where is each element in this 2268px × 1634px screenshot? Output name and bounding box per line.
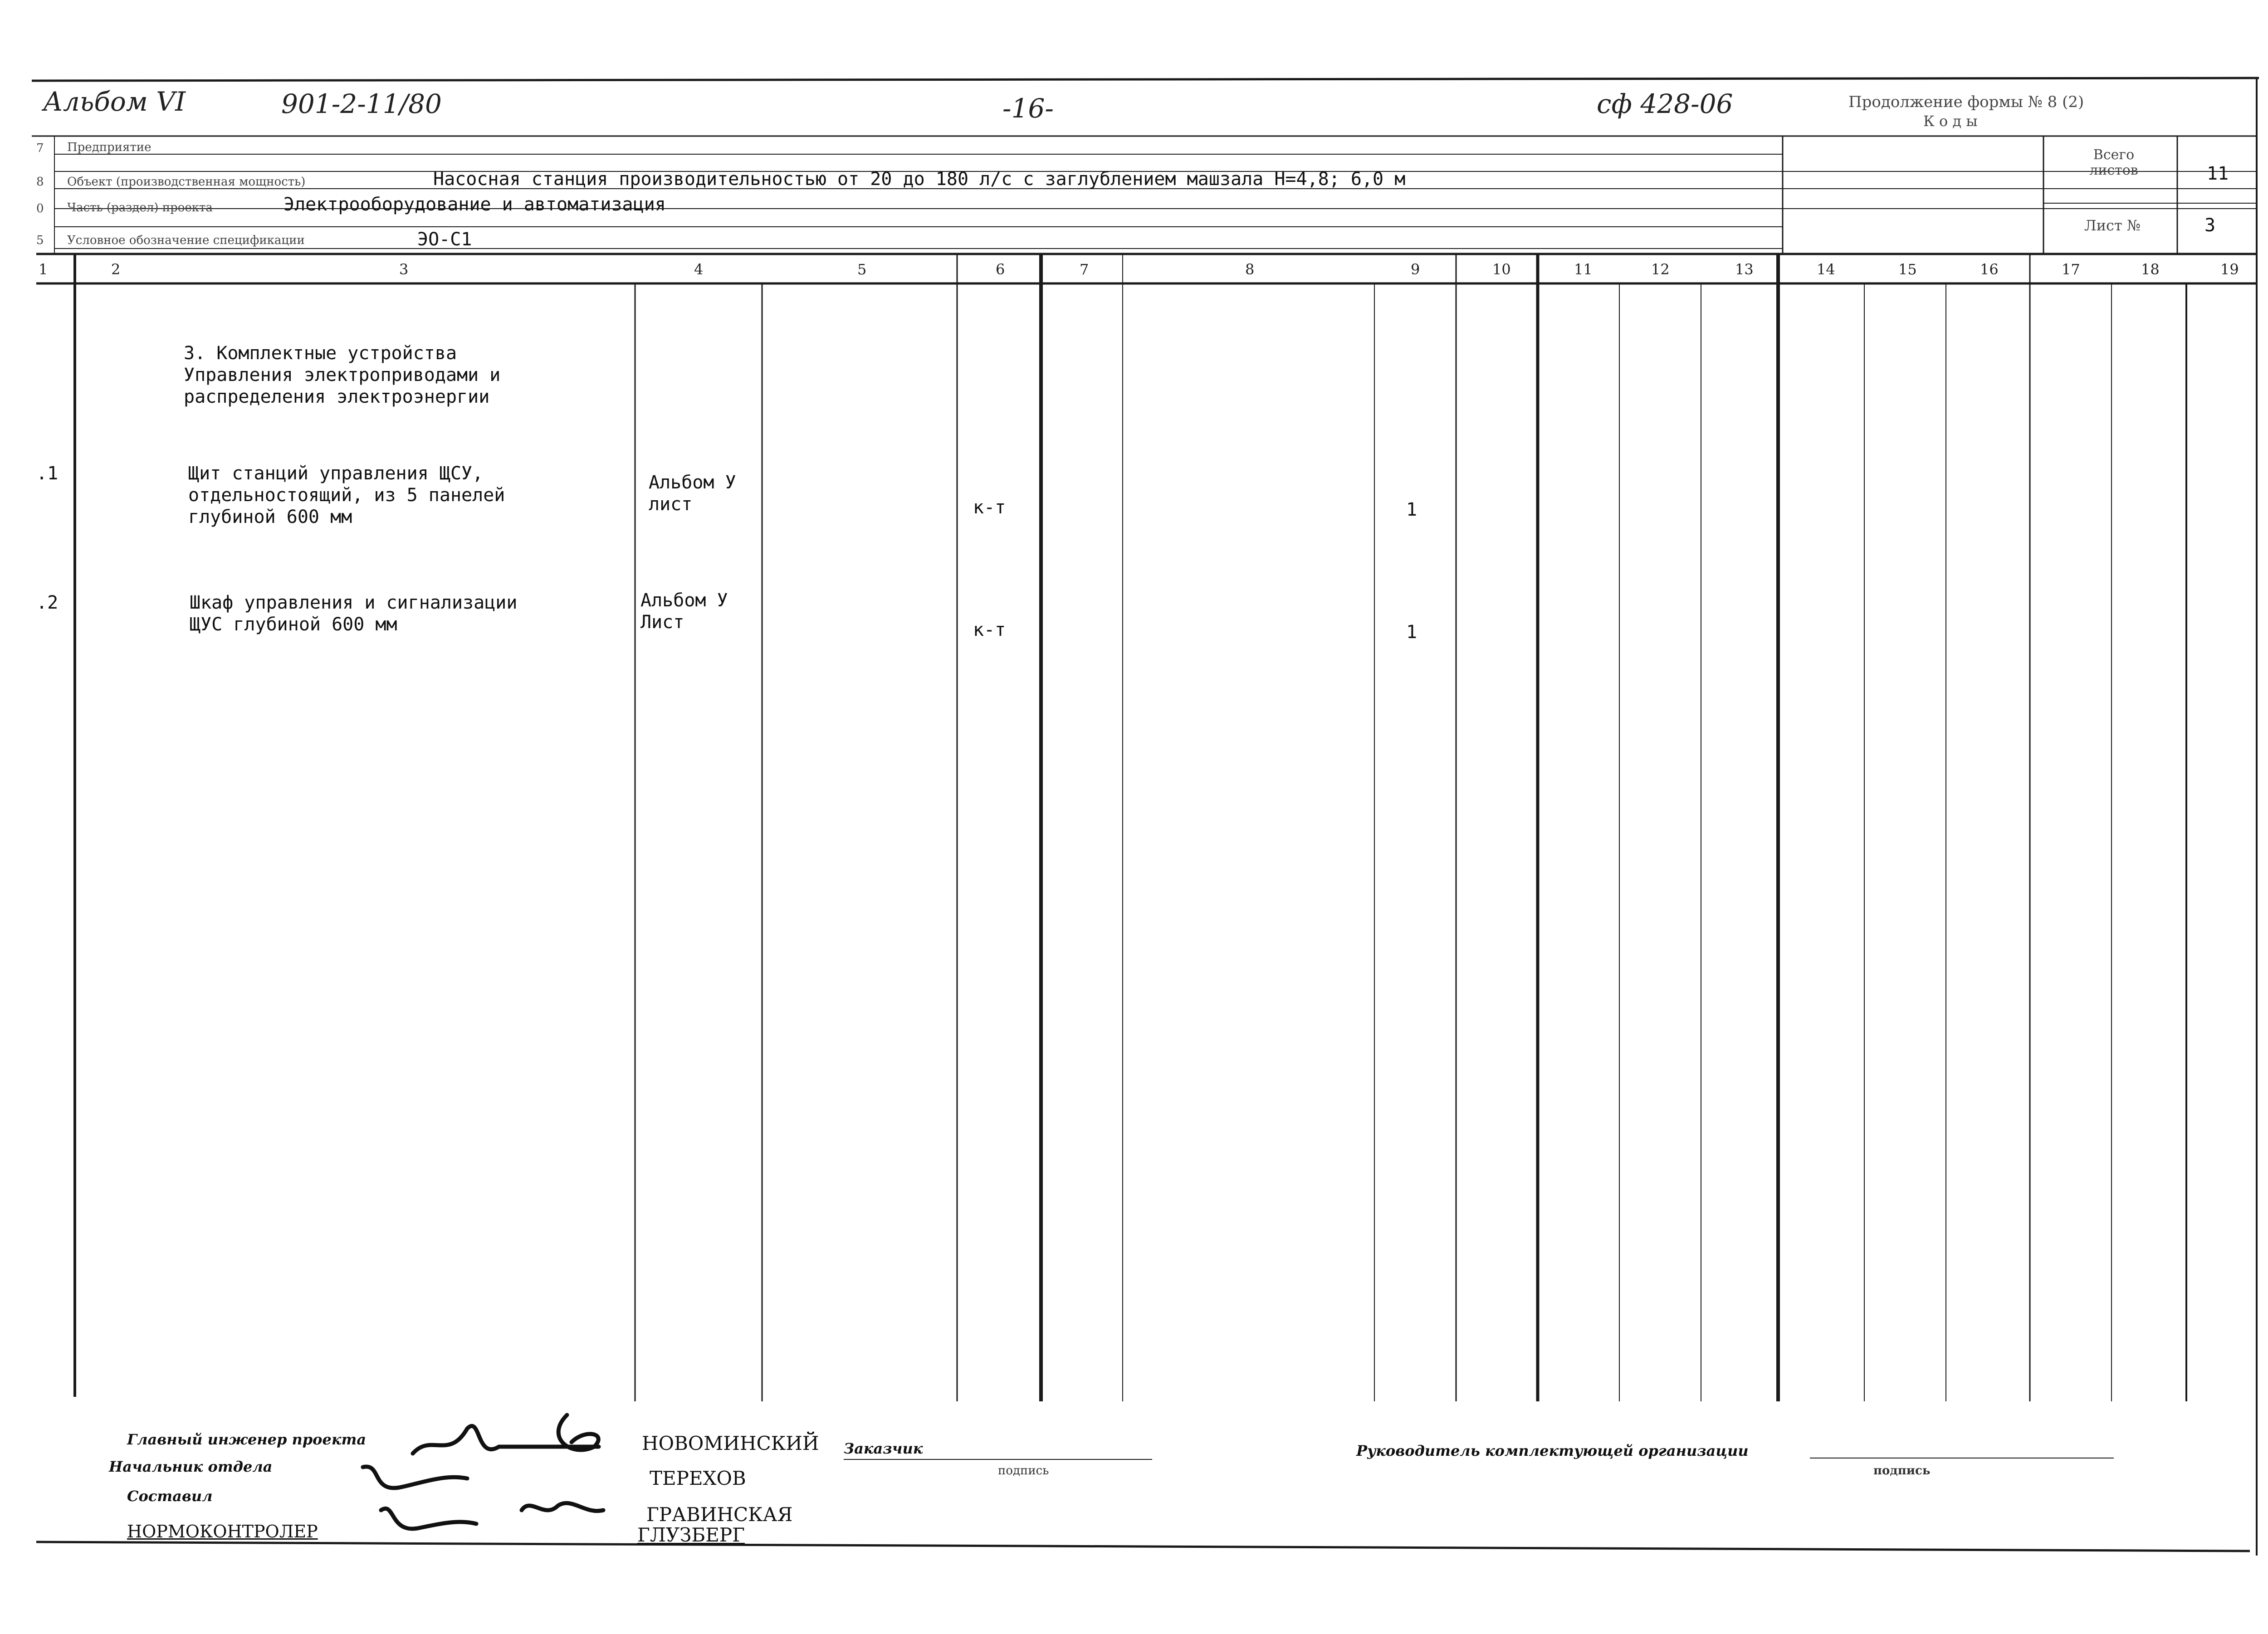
field-label-enterprise: Предприятие bbox=[67, 141, 152, 154]
compiler-label: Составил bbox=[127, 1488, 213, 1505]
sheet-number-value: 3 bbox=[2204, 215, 2216, 236]
column-number: 9 bbox=[1411, 261, 1420, 278]
column-number: 2 bbox=[111, 261, 121, 278]
total-sheets-label: Всего листов bbox=[2089, 147, 2138, 178]
norm-controller-label: НОРМОКОНТРОЛЕР bbox=[127, 1522, 318, 1541]
sheet-code: сф 428-06 bbox=[1597, 88, 1733, 119]
column-number: 5 bbox=[857, 261, 867, 278]
column-number: 13 bbox=[1735, 261, 1754, 278]
field-value-section: Электрооборудование и автоматизация bbox=[284, 194, 666, 215]
field-row-number: 5 bbox=[36, 234, 44, 247]
customer-signature-label: подпись bbox=[998, 1464, 1049, 1478]
supplier-signature-label: подпись bbox=[1873, 1464, 1931, 1478]
field-label-object: Объект (производственная мощность) bbox=[67, 175, 306, 189]
field-label-designation: Условное обозначение спецификации bbox=[67, 234, 305, 247]
norm-controller-name: ГЛУЗБЕРГ bbox=[637, 1524, 745, 1546]
chief-engineer-label: Главный инженер проекта bbox=[127, 1431, 367, 1448]
column-number: 7 bbox=[1080, 261, 1089, 278]
column-number: 12 bbox=[1651, 261, 1670, 278]
column-number: 11 bbox=[1574, 261, 1593, 278]
page-marker: -16- bbox=[1002, 93, 1054, 124]
codes-label: К о д ы bbox=[1923, 112, 1978, 130]
table-row-quantity: 1 bbox=[1406, 499, 1418, 520]
column-number: 19 bbox=[2220, 261, 2239, 278]
department-head-label: Начальник отдела bbox=[109, 1458, 273, 1475]
field-row-number: 7 bbox=[36, 141, 44, 155]
column-number: 16 bbox=[1980, 261, 1999, 278]
field-value-designation: ЭО-С1 bbox=[417, 229, 472, 250]
form-title: Продолжение формы № 8 (2) bbox=[1848, 93, 2084, 111]
table-row-reference: Альбом У Лист bbox=[640, 590, 728, 633]
total-sheets-value: 11 bbox=[2207, 163, 2229, 184]
sheet-number-label: Лист № bbox=[2084, 217, 2141, 234]
column-number: 10 bbox=[1492, 261, 1511, 278]
column-number: 17 bbox=[2062, 261, 2080, 278]
column-number: 14 bbox=[1817, 261, 1835, 278]
column-number: 8 bbox=[1245, 261, 1255, 278]
compiler-name: ГРАВИНСКАЯ bbox=[646, 1503, 793, 1526]
project-code: 901-2-11/80 bbox=[281, 88, 442, 119]
column-number: 18 bbox=[2141, 261, 2160, 278]
field-label-section: Часть (раздел) проекта bbox=[67, 201, 213, 215]
table-row-unit: к-т bbox=[973, 619, 1006, 640]
field-row-number: 0 bbox=[36, 202, 44, 215]
supplier-head-label: Руководитель комплектующей организации bbox=[1356, 1442, 1749, 1459]
table-row-name: 3. Комплектные устройства Управления электроприводами и распределения электроэнергии bbox=[184, 343, 501, 407]
field-row-number: 8 bbox=[36, 175, 44, 189]
customer-label: Заказчик bbox=[844, 1440, 923, 1457]
table-row-number: .1 bbox=[36, 463, 59, 484]
column-number: 1 bbox=[39, 261, 48, 278]
field-value-object: Насосная станция производительностью от 20 до 180 л/с с заглублением машзала Н=4,8; 6,0 м bbox=[433, 169, 1406, 190]
table-row-unit: к-т bbox=[973, 497, 1006, 518]
table-row-quantity: 1 bbox=[1406, 622, 1418, 643]
column-number: 6 bbox=[996, 261, 1005, 278]
column-number: 3 bbox=[399, 261, 409, 278]
chief-engineer-name: НОВОМИНСКИЙ bbox=[642, 1432, 819, 1454]
table-row-name: Щит станций управления ЩСУ, отдельностоящий, из 5 панелей глубиной 600 мм bbox=[188, 463, 505, 527]
album-number: Альбом VI bbox=[43, 86, 186, 117]
table-row-name: Шкаф управления и сигнализации ЩУС глубиной 600 мм bbox=[190, 592, 518, 635]
column-number: 4 bbox=[694, 261, 704, 278]
department-head-name: ТЕРЕХОВ bbox=[650, 1467, 746, 1489]
table-row-number: .2 bbox=[36, 592, 59, 613]
column-number: 15 bbox=[1898, 261, 1917, 278]
table-row-reference: Альбом У лист bbox=[649, 472, 736, 515]
